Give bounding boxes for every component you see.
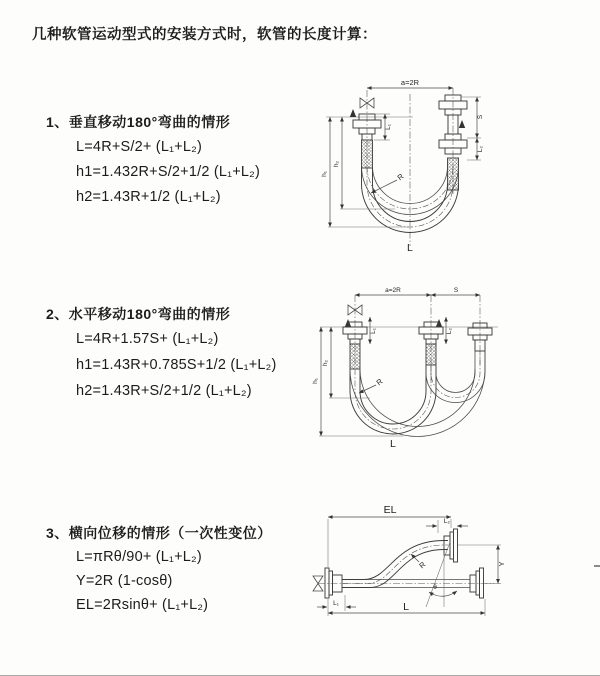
dim-label-h1: h₁ bbox=[312, 378, 319, 384]
radius-label: R bbox=[395, 171, 406, 183]
dimension-l2 bbox=[467, 138, 484, 160]
hose-original-position bbox=[350, 365, 436, 434]
diagram-horizontal-180-bend bbox=[308, 281, 600, 459]
dimension-el bbox=[328, 504, 451, 567]
dimension-a2r bbox=[355, 287, 431, 295]
scan-artifact bbox=[594, 565, 600, 567]
section2-heading: 2、水平移动180°弯曲的情形 bbox=[46, 306, 231, 322]
centerlines bbox=[320, 295, 498, 383]
dimension-s bbox=[431, 287, 480, 295]
up-arrow-icon bbox=[350, 109, 356, 117]
length-label: L bbox=[390, 438, 396, 450]
dimension-a2r bbox=[367, 78, 453, 88]
dimension-s bbox=[461, 97, 484, 138]
dimension-l bbox=[328, 599, 485, 616]
dimension-l1 bbox=[370, 317, 377, 344]
dimension-l2 bbox=[446, 317, 453, 344]
section1-formula-L: L=4R+S/2+ (L₁+L₂) bbox=[76, 139, 202, 155]
dimension-l2 bbox=[426, 518, 468, 533]
angle-construction bbox=[426, 542, 457, 607]
dim-label-s: S bbox=[477, 114, 484, 120]
up-arrow-icon bbox=[436, 319, 442, 327]
dim-label-l1: L₁ bbox=[333, 600, 339, 607]
length-label: L bbox=[403, 601, 409, 613]
dim-label-l2: L₂ bbox=[446, 327, 453, 335]
radius-annotation bbox=[359, 376, 385, 393]
dimension-l1 bbox=[317, 595, 356, 611]
hose-displaced-position bbox=[342, 541, 448, 588]
braided-hose-section bbox=[362, 140, 373, 168]
dim-label-s: S bbox=[453, 287, 459, 294]
section2-formula-h2: h2=1.43R+S/2+1/2 (L₁+L₂) bbox=[76, 383, 252, 399]
dim-label-l2: L₂ bbox=[443, 518, 451, 525]
radius-annotation bbox=[411, 554, 428, 570]
braided-hose-section bbox=[426, 344, 436, 365]
angle-label: θ bbox=[433, 584, 437, 591]
diagram-lateral-displacement bbox=[298, 495, 600, 653]
radius-label: R bbox=[374, 376, 385, 388]
section1-formula-h2: h2=1.43R+1/2 (L₁+L₂) bbox=[76, 189, 221, 205]
dim-label-el: EL bbox=[383, 504, 397, 516]
section3-formula-L: L=πRθ/90+ (L₁+L₂) bbox=[76, 549, 202, 565]
hose-transition-arcs bbox=[350, 351, 485, 437]
left-flange bbox=[325, 568, 342, 598]
section2-formula-L: L=4R+1.57S+ (L₁+L₂) bbox=[76, 331, 219, 347]
section3-formula-EL: EL=2Rsinθ+ (L₁+L₂) bbox=[76, 597, 209, 613]
section1-heading: 1、垂直移动180°弯曲的情形 bbox=[46, 114, 231, 130]
dimension-y bbox=[458, 545, 506, 584]
length-label: L bbox=[407, 242, 413, 254]
dim-label-l2: L₂ bbox=[477, 145, 484, 153]
centerlines bbox=[326, 88, 453, 246]
dim-label-l1: L₁ bbox=[370, 328, 377, 334]
dim-label-h2: h₂ bbox=[333, 160, 340, 168]
page-title: 几种软管运动型式的安装方式时，软管的长度计算： bbox=[32, 27, 377, 43]
braided-hose-section bbox=[350, 344, 360, 369]
section1-formula-h1: h1=1.432R+S/2+1/2 (L₁+L₂) bbox=[76, 164, 261, 180]
section3-heading: 3、横向位移的情形（一次性变位） bbox=[46, 525, 272, 541]
upper-flange-displaced bbox=[444, 529, 458, 562]
dim-label-h2: h₂ bbox=[322, 359, 329, 367]
dim-label-a2r: a=2R bbox=[385, 287, 401, 294]
dimension-l1 bbox=[374, 114, 392, 140]
diagram-vertical-180-bend bbox=[313, 76, 593, 254]
dim-label-l1: L₁ bbox=[385, 124, 392, 130]
dim-label-y: Y bbox=[497, 561, 506, 567]
dim-label-h1: h₁ bbox=[321, 171, 328, 177]
section2-formula-h1: h1=1.43R+0.785S+1/2 (L₁+L₂) bbox=[76, 357, 277, 373]
up-arrow-icon bbox=[459, 120, 465, 128]
right-flange-original bbox=[470, 568, 484, 598]
radius-label: R bbox=[417, 559, 428, 571]
dim-label-a2r: a=2R bbox=[400, 78, 420, 87]
section3-formula-Y: Y=2R (1-cosθ) bbox=[76, 573, 173, 589]
